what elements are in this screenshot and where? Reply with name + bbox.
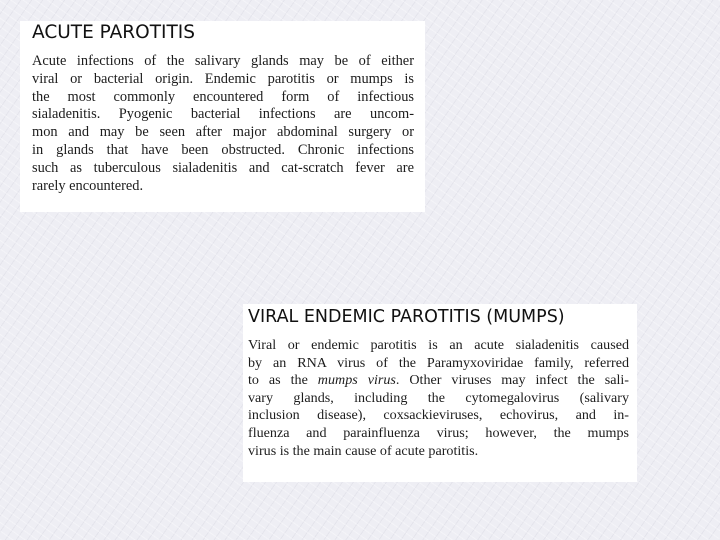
paragraph-line: in glands that have been obstructed. Chronic infections (32, 141, 414, 158)
viral-endemic-parotitis-paragraph (248, 337, 637, 460)
paragraph-line: sialadenitis. Pyogenic bacterial infections are uncom- (32, 106, 414, 123)
viral-endemic-parotitis-card (243, 304, 637, 482)
acute-parotitis-heading: ACUTE PAROTITIS (32, 22, 195, 43)
paragraph-line: such as tuberculous sialadenitis and cat-scratch fever are (32, 159, 414, 176)
paragraph-line: Viral or endemic parotitis is an acute sialadenitis caused (248, 337, 629, 353)
paragraph-line-with-italic (248, 372, 629, 390)
paragraph-line: vary glands, including the cytomegalovirus (salivary (248, 389, 629, 406)
paragraph-line: inclusion disease), coxsackieviruses, echovirus, and in- (248, 407, 629, 424)
paragraph-line: mon and may be seen after major abdominal surgery or (32, 124, 414, 141)
line-text-before: to as the (248, 372, 318, 389)
paragraph-line: the most commonly encountered form of infectious (32, 88, 414, 105)
paragraph-line: virus is the main cause of acute parotitis. (248, 442, 479, 459)
italic-term-mumps-virus: mumps virus (317, 372, 396, 389)
paragraph-line: rarely encountered. (32, 177, 144, 194)
paragraph-line: by an RNA virus of the Paramyxoviridae family, referred (248, 354, 629, 371)
acute-parotitis-paragraph (32, 53, 425, 195)
line-text-after: . Other viruses may infect the sali- (395, 372, 629, 389)
viral-endemic-parotitis-heading: VIRAL ENDEMIC PAROTITIS (MUMPS) (248, 307, 565, 327)
paragraph-line: Acute infections of the salivary glands may be of either (32, 53, 414, 69)
acute-parotitis-card (20, 21, 425, 212)
paragraph-line: viral or bacterial origin. Endemic parotitis or mumps is (32, 70, 414, 87)
paragraph-line: fluenza and parainfluenza virus; however, the mumps (248, 424, 629, 441)
